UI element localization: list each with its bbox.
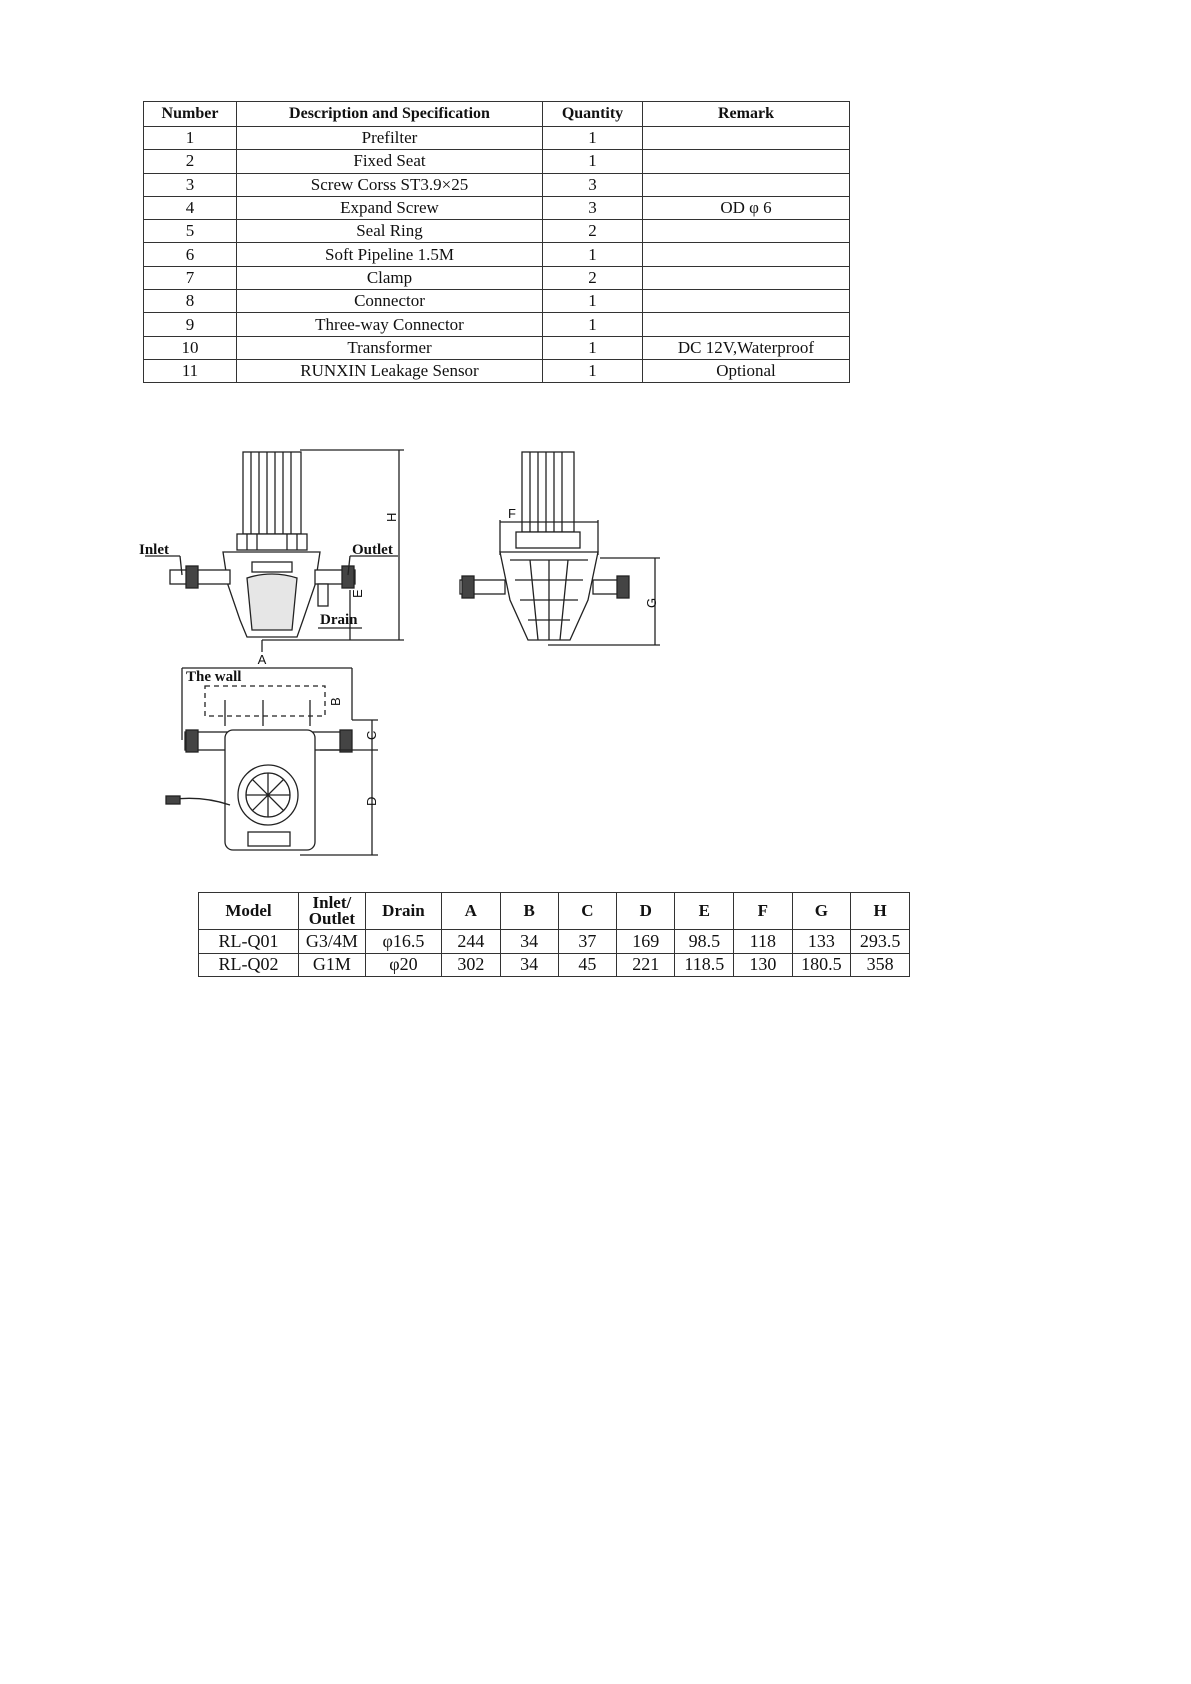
parts-table-cell: Prefilter [237,127,543,150]
dimension-table-cell: φ20 [365,953,441,977]
inlet-label: Inlet [139,542,169,558]
dimension-table [198,892,910,977]
dimension-table-header-cell: F [734,893,792,930]
dimension-table-header-cell: Drain [365,893,441,930]
dimension-table-cell: 118.5 [675,953,734,977]
dimension-table-row [199,953,910,977]
the-wall-label: The wall [186,669,242,685]
parts-table-cell: 1 [543,359,643,382]
dimension-table-header-cell: D [617,893,675,930]
dimension-table-header-cell: G [792,893,851,930]
dimension-table-cell: φ16.5 [365,930,441,954]
parts-table-cell: RUNXIN Leakage Sensor [237,359,543,382]
side-view-drawing [460,452,660,645]
dimension-table-cell: 118 [734,930,792,954]
parts-table-cell: Optional [643,359,850,382]
drain-label: Drain [320,612,358,628]
dimension-table-cell: 34 [500,953,558,977]
dim-letter-g: G [644,597,659,608]
parts-table-cell: 1 [543,336,643,359]
dimension-table-cell: 221 [617,953,675,977]
parts-table-cell: 1 [543,127,643,150]
parts-table-cell: 10 [144,336,237,359]
dimension-table-cell: 98.5 [675,930,734,954]
parts-table-cell: 5 [144,220,237,243]
dimension-table-header-cell: C [558,893,616,930]
dimension-table-cell: RL-Q01 [199,930,299,954]
dim-letter-e: E [350,589,365,598]
parts-table-cell: Clamp [237,266,543,289]
dimension-table-header-cell: Model [199,893,299,930]
parts-table-cell: DC 12V,Waterproof [643,336,850,359]
parts-table-cell: Transformer [237,336,543,359]
parts-table-cell: 3 [543,196,643,219]
dim-letter-f: F [508,506,516,521]
dimension-table-header-cell: E [675,893,734,930]
dimension-table-cell: 302 [442,953,500,977]
dimension-table-header-cell: A [442,893,500,930]
dimension-table-cell: 34 [500,930,558,954]
parts-table-cell: 8 [144,290,237,313]
dimension-table-cell: 169 [617,930,675,954]
parts-table-cell: 3 [543,173,643,196]
dim-letter-b: B [328,697,343,706]
parts-table-cell: 6 [144,243,237,266]
parts-table-cell: 7 [144,266,237,289]
parts-table-cell: Three-way Connector [237,313,543,336]
parts-table-cell: 2 [543,266,643,289]
dimension-table-cell: 358 [851,953,910,977]
dimension-table-body [199,930,910,977]
parts-table-cell: 1 [543,150,643,173]
parts-table-cell: 3 [144,173,237,196]
dimension-table-header-row [199,893,910,930]
parts-table-cell: 1 [543,243,643,266]
dimension-table-header-cell: B [500,893,558,930]
dimension-table-cell: 45 [558,953,616,977]
dim-letter-a: A [257,652,267,667]
parts-table-cell: Screw Corss ST3.9×25 [237,173,543,196]
dimension-table-cell: G3/4M [299,930,366,954]
dim-letter-d: D [364,796,379,806]
header-quantity: Quantity [543,102,643,127]
dimension-table-cell: 37 [558,930,616,954]
parts-table-cell: 2 [543,220,643,243]
header-description: Description and Specification [237,102,543,127]
parts-table-cell: Expand Screw [237,196,543,219]
dimension-table-header-cell: H [851,893,910,930]
parts-table-cell: 11 [144,359,237,382]
dimension-table-row [199,930,910,954]
dimension-table-cell: 133 [792,930,851,954]
dimension-table-cell: RL-Q02 [199,953,299,977]
parts-table-cell: Connector [237,290,543,313]
dimension-table-cell: 244 [442,930,500,954]
parts-table-cell: OD φ 6 [643,196,850,219]
parts-table-cell: Soft Pipeline 1.5M [237,243,543,266]
parts-table-cell: 9 [144,313,237,336]
outlet-label: Outlet [352,542,393,558]
dimension-table-header-cell: Inlet/ Outlet [299,893,366,930]
parts-table-cell: 1 [543,290,643,313]
parts-table-cell: 1 [543,313,643,336]
parts-table-cell: Fixed Seat [237,150,543,173]
header-number: Number [144,102,237,127]
dimension-table-cell: 293.5 [851,930,910,954]
parts-table-cell: 4 [144,196,237,219]
dimension-table-cell: G1M [299,953,366,977]
parts-table-cell: 2 [144,150,237,173]
parts-table-cell: 1 [144,127,237,150]
dimension-table-cell: 180.5 [792,953,851,977]
header-remark: Remark [643,102,850,127]
dim-letter-h: H [384,512,399,522]
parts-table-cell: Seal Ring [237,220,543,243]
dimension-table-cell: 130 [734,953,792,977]
dim-letter-c: C [364,730,379,740]
top-view-drawing [166,668,378,855]
